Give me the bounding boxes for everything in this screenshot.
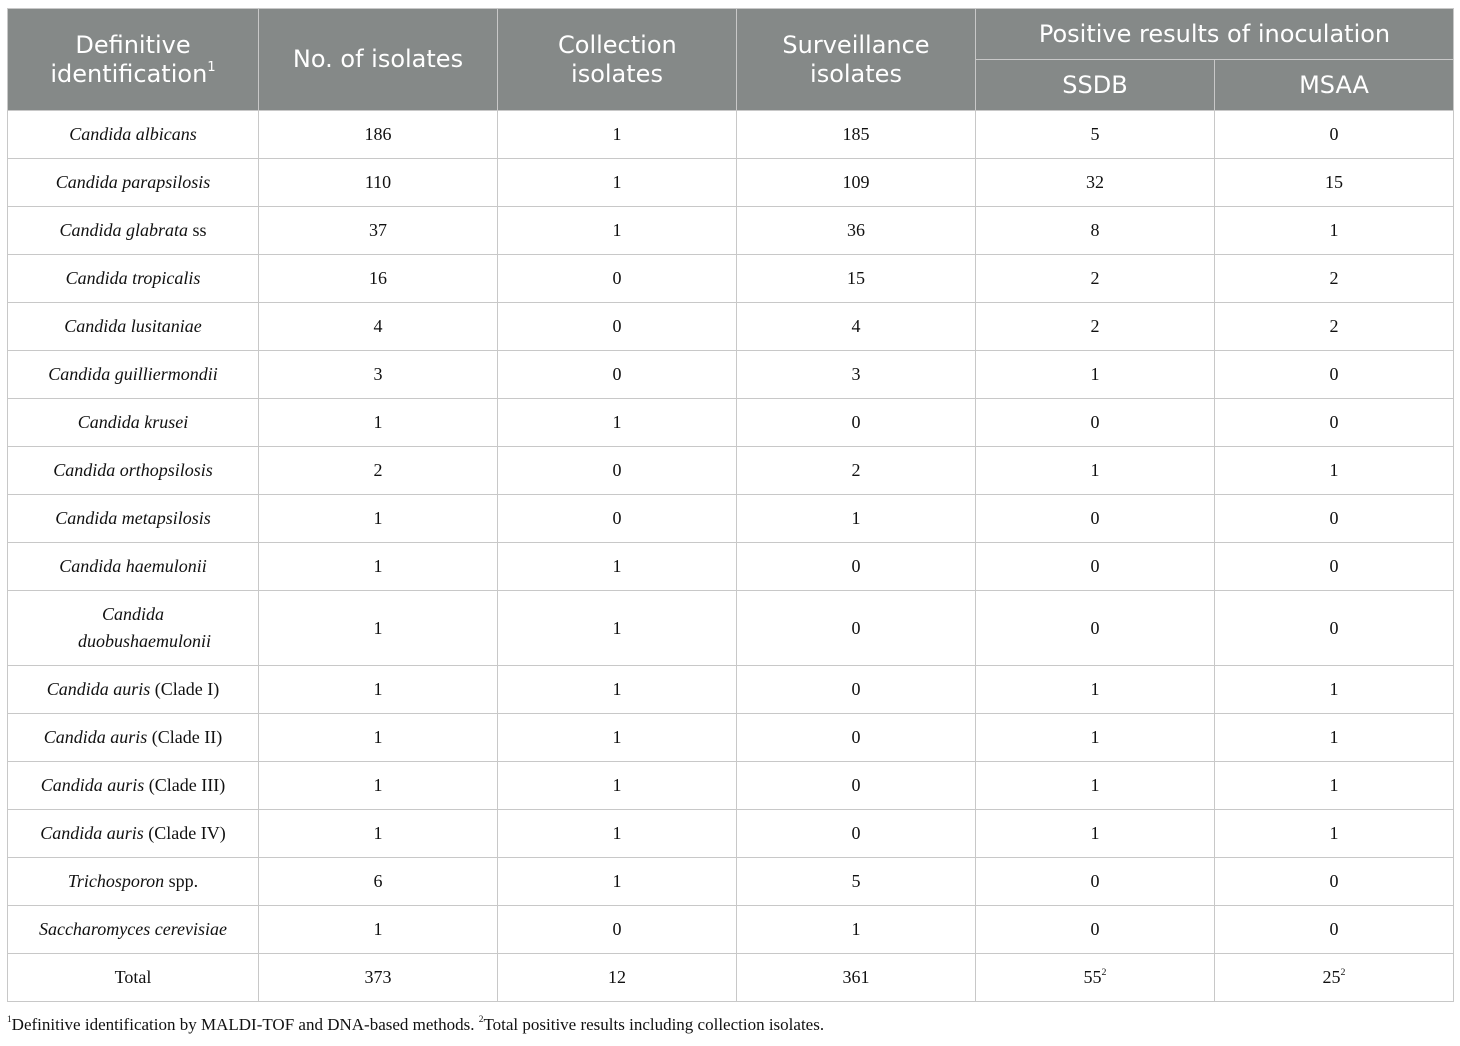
surveillance-isolates-cell: 0 <box>737 543 976 591</box>
table-row <box>8 591 1454 666</box>
species-qualifier: spp. <box>164 871 199 891</box>
table-row <box>8 810 1454 858</box>
species-cell <box>8 810 259 858</box>
total-msaa <box>1215 954 1454 1002</box>
msaa-cell: 0 <box>1215 543 1454 591</box>
table-row <box>8 111 1454 159</box>
ssdb-cell: 0 <box>976 495 1215 543</box>
collection-isolates-cell: 1 <box>498 207 737 255</box>
collection-isolates-cell: 1 <box>498 399 737 447</box>
no-of-isolates-cell: 1 <box>259 495 498 543</box>
isolates-table <box>7 8 1454 1002</box>
no-of-isolates-cell: 1 <box>259 591 498 666</box>
species-cell <box>8 159 259 207</box>
species-name: Candida albicans <box>69 124 197 144</box>
msaa-cell: 0 <box>1215 906 1454 954</box>
species-qualifier: (Clade III) <box>144 775 226 795</box>
collection-isolates-cell: 0 <box>498 351 737 399</box>
ssdb-cell: 0 <box>976 906 1215 954</box>
ssdb-cell: 1 <box>976 447 1215 495</box>
species-name: Candida auris <box>43 727 148 747</box>
total-no-of-isolates: 373 <box>259 954 498 1002</box>
species-cell <box>8 906 259 954</box>
total-surveillance-isolates: 361 <box>737 954 976 1002</box>
collection-isolates-cell: 1 <box>498 543 737 591</box>
collection-isolates-cell: 1 <box>498 111 737 159</box>
table-row <box>8 207 1454 255</box>
msaa-cell: 0 <box>1215 591 1454 666</box>
table-body <box>8 111 1454 1002</box>
surveillance-isolates-cell: 1 <box>737 495 976 543</box>
species-name: Candida auris <box>40 823 144 843</box>
total-row <box>8 954 1454 1002</box>
species-cell <box>8 207 259 255</box>
species-cell <box>8 447 259 495</box>
species-cell <box>8 303 259 351</box>
species-name: Candida tropicalis <box>65 268 201 288</box>
species-cell <box>8 858 259 906</box>
species-name: Candida guilliermondii <box>48 364 218 384</box>
surveillance-isolates-cell: 0 <box>737 666 976 714</box>
species-name: Candida metapsilosis <box>55 508 211 528</box>
ssdb-cell: 1 <box>976 351 1215 399</box>
msaa-cell: 0 <box>1215 495 1454 543</box>
surveillance-isolates-cell: 15 <box>737 255 976 303</box>
species-qualifier: (Clade I) <box>150 679 220 699</box>
collection-isolates-cell: 1 <box>498 762 737 810</box>
no-of-isolates-cell: 6 <box>259 858 498 906</box>
no-of-isolates-cell: 37 <box>259 207 498 255</box>
surveillance-isolates-cell: 0 <box>737 762 976 810</box>
table-row <box>8 714 1454 762</box>
surveillance-isolates-cell: 0 <box>737 714 976 762</box>
msaa-cell: 1 <box>1215 447 1454 495</box>
surveillance-isolates-cell: 109 <box>737 159 976 207</box>
table-row <box>8 858 1454 906</box>
surveillance-isolates-cell: 4 <box>737 303 976 351</box>
msaa-cell: 15 <box>1215 159 1454 207</box>
header-ssdb: SSDB <box>976 60 1215 111</box>
species-name: Candida orthopsilosis <box>53 460 213 480</box>
ssdb-cell: 32 <box>976 159 1215 207</box>
no-of-isolates-cell: 1 <box>259 543 498 591</box>
ssdb-cell: 0 <box>976 543 1215 591</box>
total-ssdb <box>976 954 1215 1002</box>
table-row <box>8 906 1454 954</box>
species-qualifier: (Clade IV) <box>143 823 226 843</box>
species-name: Candida haemulonii <box>59 556 207 576</box>
no-of-isolates-cell: 1 <box>259 666 498 714</box>
total-ssdb-value: 55 <box>1083 967 1102 987</box>
msaa-cell: 0 <box>1215 858 1454 906</box>
collection-isolates-cell: 0 <box>498 495 737 543</box>
species-qualifier: ss <box>188 220 207 240</box>
table-row <box>8 351 1454 399</box>
collection-isolates-cell: 1 <box>498 159 737 207</box>
species-cell <box>8 591 259 666</box>
table-row <box>8 666 1454 714</box>
surveillance-isolates-cell: 1 <box>737 906 976 954</box>
header-surveillance-isolates: Surveillance isolates <box>737 9 976 111</box>
ssdb-cell: 2 <box>976 255 1215 303</box>
table-row <box>8 447 1454 495</box>
species-name: Candida duobushaemulonii <box>78 604 211 651</box>
surveillance-isolates-cell: 0 <box>737 399 976 447</box>
species-cell <box>8 543 259 591</box>
header-no-of-isolates: No. of isolates <box>259 9 498 111</box>
msaa-cell: 1 <box>1215 810 1454 858</box>
species-name: Candida lusitaniae <box>64 316 202 336</box>
table-row <box>8 255 1454 303</box>
surveillance-isolates-cell: 36 <box>737 207 976 255</box>
ssdb-cell: 1 <box>976 810 1215 858</box>
species-qualifier: (Clade II) <box>147 727 223 747</box>
ssdb-cell: 8 <box>976 207 1215 255</box>
msaa-cell: 1 <box>1215 207 1454 255</box>
collection-isolates-cell: 0 <box>498 906 737 954</box>
ssdb-cell: 1 <box>976 714 1215 762</box>
no-of-isolates-cell: 3 <box>259 351 498 399</box>
total-msaa-footnote-mark: 2 <box>1340 967 1346 979</box>
species-cell <box>8 351 259 399</box>
no-of-isolates-cell: 186 <box>259 111 498 159</box>
no-of-isolates-cell: 110 <box>259 159 498 207</box>
species-cell <box>8 714 259 762</box>
no-of-isolates-cell: 1 <box>259 810 498 858</box>
msaa-cell: 0 <box>1215 111 1454 159</box>
species-name: Candida glabrata <box>59 220 188 240</box>
msaa-cell: 1 <box>1215 666 1454 714</box>
ssdb-cell: 2 <box>976 303 1215 351</box>
no-of-isolates-cell: 4 <box>259 303 498 351</box>
table-row <box>8 303 1454 351</box>
collection-isolates-cell: 0 <box>498 303 737 351</box>
total-msaa-value: 25 <box>1322 967 1341 987</box>
no-of-isolates-cell: 2 <box>259 447 498 495</box>
header-definitive-identification: Definitive identification$^1$ <box>8 9 259 111</box>
surveillance-isolates-cell: 2 <box>737 447 976 495</box>
ssdb-cell: 0 <box>976 399 1215 447</box>
collection-isolates-cell: 0 <box>498 255 737 303</box>
surveillance-isolates-cell: 0 <box>737 810 976 858</box>
collection-isolates-cell: 1 <box>498 858 737 906</box>
species-cell <box>8 495 259 543</box>
species-cell <box>8 666 259 714</box>
table-row <box>8 159 1454 207</box>
msaa-cell: 1 <box>1215 762 1454 810</box>
surveillance-isolates-cell: 0 <box>737 591 976 666</box>
table-row <box>8 495 1454 543</box>
no-of-isolates-cell: 1 <box>259 762 498 810</box>
collection-isolates-cell: 1 <box>498 591 737 666</box>
no-of-isolates-cell: 1 <box>259 399 498 447</box>
table-row <box>8 762 1454 810</box>
ssdb-cell: 5 <box>976 111 1215 159</box>
collection-isolates-cell: 0 <box>498 447 737 495</box>
no-of-isolates-cell: 1 <box>259 906 498 954</box>
species-name: Trichosporon <box>67 871 165 891</box>
ssdb-cell: 1 <box>976 762 1215 810</box>
msaa-cell: 0 <box>1215 351 1454 399</box>
surveillance-isolates-cell: 185 <box>737 111 976 159</box>
header-msaa: MSAA <box>1215 60 1454 111</box>
surveillance-isolates-cell: 5 <box>737 858 976 906</box>
species-cell <box>8 111 259 159</box>
total-label: Total <box>8 954 259 1002</box>
ssdb-cell: 1 <box>976 666 1215 714</box>
collection-isolates-cell: 1 <box>498 666 737 714</box>
surveillance-isolates-cell: 3 <box>737 351 976 399</box>
total-collection-isolates: 12 <box>498 954 737 1002</box>
no-of-isolates-cell: 16 <box>259 255 498 303</box>
table-row <box>8 399 1454 447</box>
msaa-cell: 2 <box>1215 303 1454 351</box>
table-header <box>8 9 1454 111</box>
footnote: $^1$Definitive identification by MALDI-TOF and DNA-based methods. $^2$Total positive results including collection isolates. <box>7 1015 825 1034</box>
species-name: Candida parapsilosis <box>55 172 211 192</box>
species-name: Saccharomyces cerevisiae <box>38 919 228 939</box>
species-cell <box>8 762 259 810</box>
msaa-cell: 0 <box>1215 399 1454 447</box>
header-collection-isolates: Collection isolates <box>498 9 737 111</box>
collection-isolates-cell: 1 <box>498 810 737 858</box>
species-cell <box>8 255 259 303</box>
species-cell <box>8 399 259 447</box>
ssdb-cell: 0 <box>976 858 1215 906</box>
msaa-cell: 1 <box>1215 714 1454 762</box>
msaa-cell: 2 <box>1215 255 1454 303</box>
species-name: Candida auris <box>40 775 145 795</box>
total-ssdb-footnote-mark: 2 <box>1101 967 1107 979</box>
header-positive-results: Positive results of inoculation <box>976 9 1454 60</box>
ssdb-cell: 0 <box>976 591 1215 666</box>
species-name: Candida krusei <box>77 412 189 432</box>
species-name: Candida auris <box>46 679 151 699</box>
table-row <box>8 543 1454 591</box>
collection-isolates-cell: 1 <box>498 714 737 762</box>
no-of-isolates-cell: 1 <box>259 714 498 762</box>
